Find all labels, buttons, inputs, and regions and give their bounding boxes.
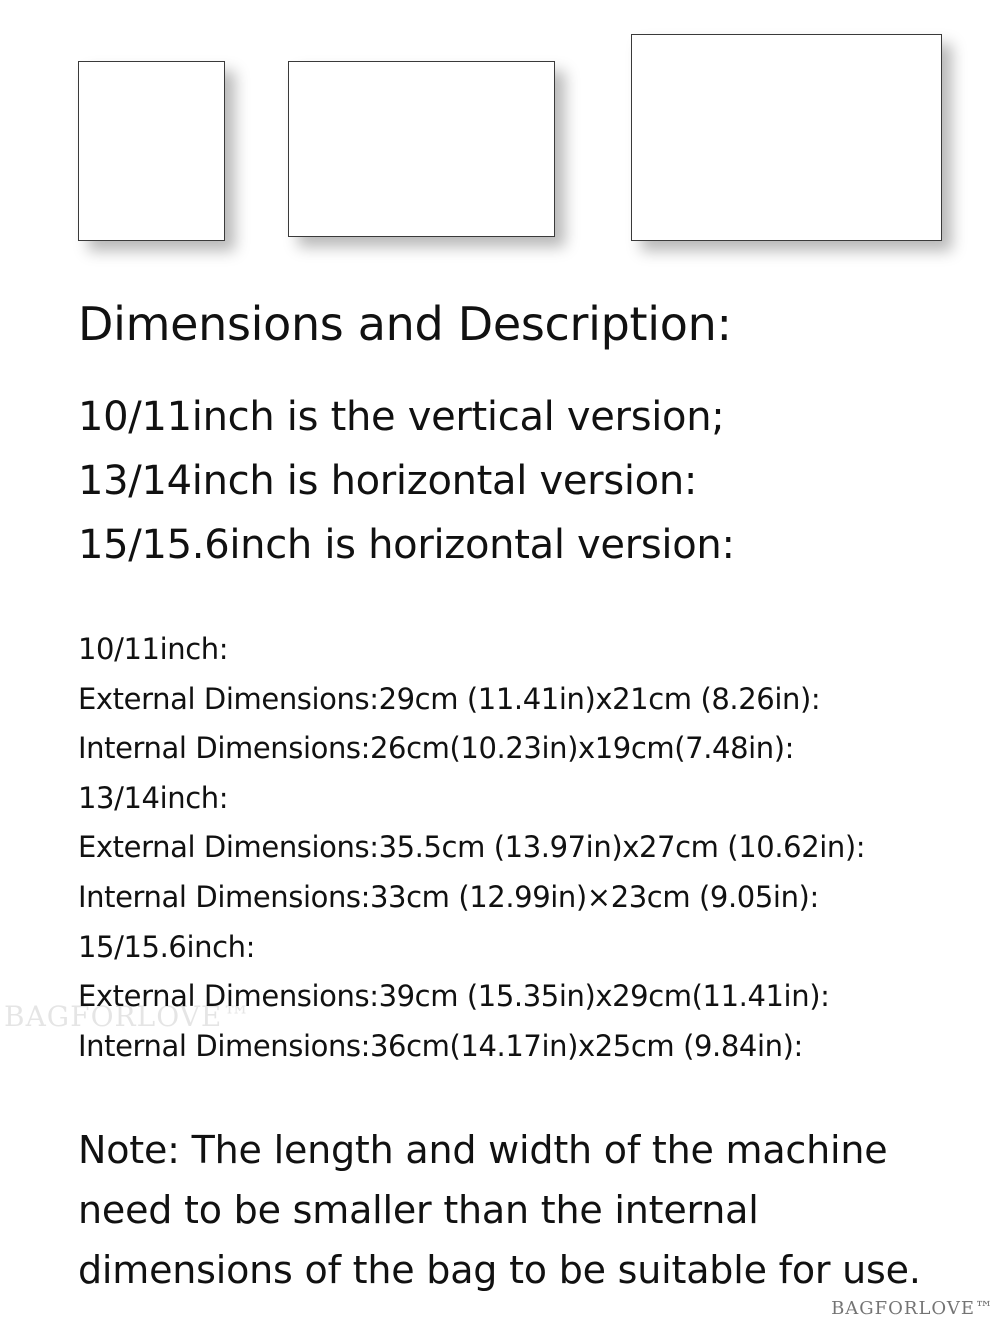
spec-external-dimensions: External Dimensions:39cm (15.35in)x29cm(11.41in):: [78, 979, 830, 1014]
horizontal-bag-outline-15-15-6: [631, 34, 942, 241]
version-item: 10/11inch is the vertical version;: [78, 394, 725, 440]
spec-internal-dimensions: Internal Dimensions:33cm (12.99in)×23cm (9.05in):: [78, 879, 819, 914]
horizontal-bag-outline-13-14: [288, 61, 555, 237]
spec-size-label: 15/15.6inch:: [78, 929, 255, 964]
version-item: 15/15.6inch is horizontal version:: [78, 522, 735, 568]
spec-internal-dimensions: Internal Dimensions:36cm(14.17in)x25cm (9.84in):: [78, 1028, 803, 1063]
spec-external-dimensions: External Dimensions:29cm (11.41in)x21cm (8.26in):: [78, 681, 821, 716]
usage-note: Note: The length and width of the machine need to be smaller than the internal dimensions of the bag to be suitable for use.: [78, 1128, 921, 1292]
spec-internal-dimensions: Internal Dimensions:26cm(10.23in)x19cm(7.48in):: [78, 731, 795, 766]
spec-size-label: 13/14inch:: [78, 780, 229, 815]
brand-watermark-corner: BAGFORLOVE™: [831, 1298, 994, 1319]
page-heading: Dimensions and Description:: [78, 297, 732, 351]
vertical-bag-outline: [78, 61, 225, 241]
version-list: [78, 385, 735, 577]
spec-external-dimensions: External Dimensions:35.5cm (13.97in)x27cm (10.62in):: [78, 830, 866, 865]
spec-size-label: 10/11inch:: [78, 632, 229, 666]
brand-watermark: BAGFORLOVE™: [4, 1000, 252, 1033]
version-item: 13/14inch is horizontal version:: [78, 458, 698, 504]
